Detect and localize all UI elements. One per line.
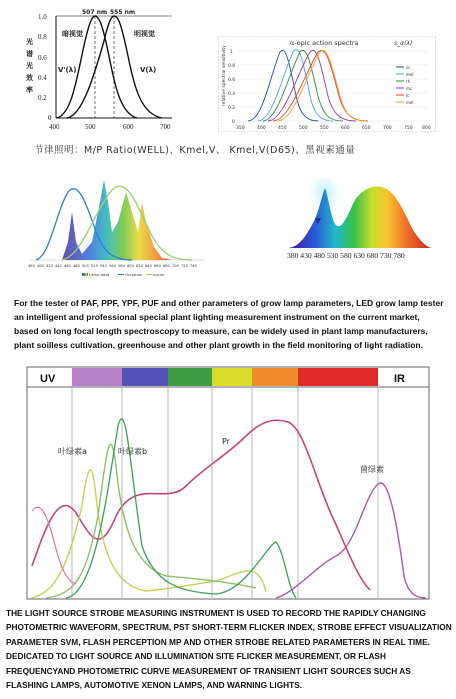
legend-item: rh <box>406 79 411 84</box>
y-label-char: 谱 <box>26 50 33 58</box>
y-tick: 0.2 <box>228 106 236 111</box>
x-tick: 700 <box>160 123 171 131</box>
y-label-char: 率 <box>26 86 33 94</box>
y-tick: 1.0 <box>38 13 47 21</box>
y-tick: 0.2 <box>38 94 47 102</box>
y-tick: 0.8 <box>38 33 47 41</box>
bacteriochlorophyll-label: 菌绿素 <box>360 465 384 474</box>
chart-title: α-opic action spectra <box>290 39 359 47</box>
x-tick: 400 <box>49 123 60 131</box>
y-tick: 0.4 <box>228 92 236 97</box>
chlorophyll-b-label: 叶绿素b <box>118 447 148 456</box>
x-tick: 500 <box>85 123 96 131</box>
x-tick: 400 <box>37 264 44 268</box>
x-tick: 600 <box>123 123 134 131</box>
alpha-opic-chart <box>218 36 436 132</box>
photopic-label: 明视觉 <box>134 30 155 38</box>
x-tick: 660 <box>154 264 161 268</box>
band-blue <box>122 368 168 386</box>
x-tick: 620 <box>136 264 143 268</box>
band-yellow <box>212 368 252 386</box>
y-label-char: 光 <box>26 38 33 46</box>
rhythm-lighting-caption: 节律照明：M/P Ratio(WELL)、Kmel,V、 Kmel,V(D65)、黑视素通量 <box>34 145 356 156</box>
x-tick: 560 <box>109 264 116 268</box>
x-tick: 440 <box>55 264 62 268</box>
x-tick: 650 <box>362 126 371 131</box>
x-tick: 600 <box>341 126 350 131</box>
ir-label: IR <box>394 373 405 385</box>
y-label-char: 光 <box>26 62 33 70</box>
v-prime-label: V'(λ) <box>58 66 77 74</box>
x-tick: 700 <box>172 264 179 268</box>
legend-lamp-data: Lamp data <box>89 272 110 277</box>
legend-circadian: circadian <box>125 272 143 277</box>
uv-label: UV <box>40 373 56 385</box>
lamp-spectrum-chart <box>22 172 208 282</box>
x-tick: 400 <box>257 126 266 131</box>
y-label-char: 效 <box>26 74 33 82</box>
peak-label-555: 555 nm <box>110 9 136 16</box>
plant-absorption-chart <box>26 366 430 600</box>
strobe-instrument-description: THE LIGHT SOURCE STROBE MEASURING INSTRUMENT IS USED TO RECORD THE RAPIDLY CHANGING PHOTOMETRIC WAVEFORM, SPECTRUM, PST SHORT-TERM FLICKER INDEX, STROBE EFFECT VISUALIZATION PARAMETER SVM, FLASH PERCEPTION MP AND OTHER STROBE RELATED PARAMETERS IN REAL TIME. DEDICATED TO LIGHT SOURCE AND ILLUMINATION SITE FLICKER MEASUREMENT, OR FLASH FREQUENCYAND PHOTOMETRIC CURVE MEASUREMENT OF TRANSIENT LIGHT SOURCES SUCH AS FLASHING LAMPS, AUTOMOTIVE XENON LAMPS, AND WARNING LIGHTS. <box>6 608 452 691</box>
y-tick: 0.6 <box>38 54 47 62</box>
pr-label: Pr <box>222 437 230 446</box>
scotopic-label: 暗视觉 <box>62 30 83 38</box>
legend-item: lc <box>406 93 410 98</box>
x-tick: 450 <box>278 126 287 131</box>
y-axis-label: relative spectral sensitivity <box>222 45 227 106</box>
x-tick: 640 <box>145 264 152 268</box>
peak-label-507: 507 nm <box>82 9 108 16</box>
legend-item: sc <box>406 65 411 70</box>
x-tick: 460 <box>64 264 71 268</box>
x-tick: 540 <box>100 264 107 268</box>
band-green <box>168 368 212 386</box>
x-tick: 480 <box>73 264 80 268</box>
x-tick: 740 <box>190 264 197 268</box>
x-tick: 800 <box>422 126 431 131</box>
legend-item: mel <box>406 100 414 105</box>
x-tick: 500 <box>82 264 89 268</box>
full-spectrum-visual <box>285 178 435 250</box>
legend-item: mel <box>406 72 414 77</box>
spectrum-wavelength-labels: 380 430 480 530 580 630 680 730 780 <box>287 251 405 260</box>
x-tick: 350 <box>236 126 245 131</box>
y-tick: 0 <box>232 120 235 125</box>
luminous-efficiency-chart <box>22 6 182 138</box>
y-tick: 0.8 <box>228 64 236 69</box>
y-tick: 0 <box>48 114 52 122</box>
x-tick: 580 <box>118 264 125 268</box>
formula: s_α(λ) <box>394 40 413 47</box>
y-tick: 0.6 <box>228 78 236 83</box>
x-tick: 700 <box>383 126 392 131</box>
band-violet <box>72 368 122 386</box>
legend-visual: visual <box>153 272 165 277</box>
band-red <box>298 368 378 386</box>
v-label: V(λ) <box>140 66 157 74</box>
x-tick: 420 <box>46 264 53 268</box>
legend-item: mc <box>406 86 413 91</box>
x-tick: 680 <box>163 264 170 268</box>
x-tick: 750 <box>404 126 413 131</box>
x-tick: 720 <box>181 264 188 268</box>
band-orange <box>252 368 298 386</box>
x-tick: 550 <box>320 126 329 131</box>
y-tick: 1 <box>230 50 233 55</box>
x-tick: 380 <box>28 264 35 268</box>
y-tick: 0.4 <box>38 74 47 82</box>
x-tick: 520 <box>91 264 98 268</box>
x-tick: 500 <box>299 126 308 131</box>
chlorophyll-a-label: 叶绿素a <box>58 447 87 456</box>
grow-lamp-tester-description: For the tester of PAF, PPF, YPF, PUF and other parameters of grow lamp parameters, LED grow lamp tester an intelligent and professional special plant lighting measurement instrument on the current market, based on long focal length spectroscopy to measure, can be widely used in plant lamp manufacturers, plant soilless cultivation, greenhouse and other plant growth in the field monitoring of light radiation. <box>14 298 444 350</box>
x-tick: 600 <box>127 264 134 268</box>
